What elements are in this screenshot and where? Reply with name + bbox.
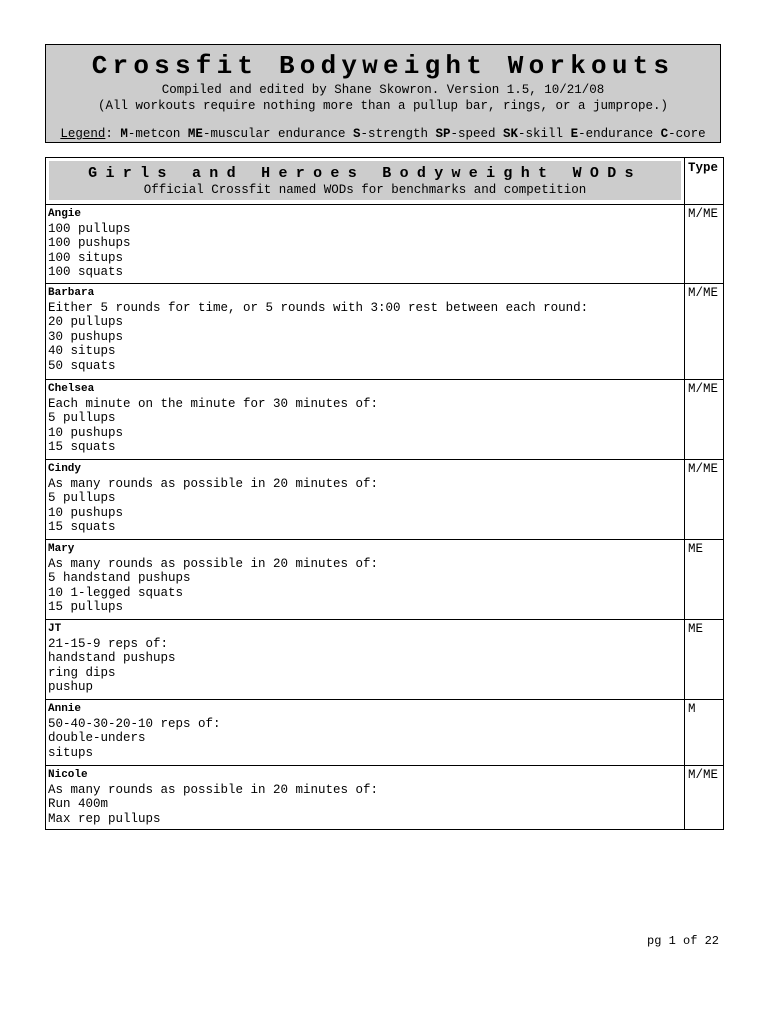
legend-code: SK	[503, 127, 519, 141]
wod-row	[46, 380, 724, 460]
wod-name: Chelsea	[48, 383, 95, 395]
wod-line: As many rounds as possible in 20 minutes of:	[48, 476, 379, 491]
wod-type: M/ME	[685, 205, 724, 284]
section-header-row	[46, 158, 724, 205]
page-number: pg 1 of 22	[647, 934, 720, 948]
wod-type: ME	[685, 540, 724, 620]
wod-line: 50 squats	[48, 358, 116, 373]
legend-items	[120, 127, 705, 141]
legend-description: -metcon	[127, 127, 188, 141]
wod-type: M/ME	[685, 460, 724, 540]
wod-name: Nicole	[48, 769, 88, 781]
legend-description: -speed	[450, 127, 504, 141]
wod-line: Each minute on the minute for 30 minutes of:	[48, 396, 379, 411]
wod-line: 10 pushups	[48, 425, 124, 440]
wod-row	[46, 205, 724, 284]
document-title: Crossfit Bodyweight Workouts	[91, 51, 675, 81]
wod-type: M/ME	[685, 766, 724, 830]
legend-description: -endurance	[578, 127, 661, 141]
legend: Legend: M-metcon ME-muscular endurance S-strength SP-speed SK-skill E-endurance C-core	[60, 127, 706, 141]
legend-description: -muscular endurance	[202, 127, 353, 141]
wod-line: As many rounds as possible in 20 minutes of:	[48, 782, 379, 797]
wod-line: 100 situps	[48, 250, 124, 265]
legend-label: Legend	[60, 127, 106, 141]
wod-type: M/ME	[685, 284, 724, 380]
wod-line: pushup	[48, 680, 94, 695]
wod-line: 15 squats	[48, 440, 116, 455]
wod-line: 15 pullups	[48, 600, 124, 615]
section-subtitle: Official Crossfit named WODs for benchmarks and competition	[143, 183, 587, 197]
wod-table	[45, 157, 724, 830]
legend-code: M	[120, 127, 128, 141]
wod-line: 5 pullups	[48, 411, 116, 426]
legend-code: E	[570, 127, 579, 141]
wod-line: handstand pushups	[48, 651, 176, 666]
section-banner	[49, 161, 681, 200]
section-header-cell	[46, 158, 685, 205]
wod-description-cell	[46, 766, 685, 830]
wod-line: Run 400m	[48, 797, 109, 812]
wod-row	[46, 700, 724, 766]
wod-line: 20 pullups	[48, 315, 124, 330]
wod-line: 15 squats	[48, 520, 116, 535]
wod-line: 100 squats	[48, 265, 124, 280]
legend-code: S	[352, 127, 361, 141]
type-column-header: Type	[685, 158, 724, 205]
wod-name: JT	[48, 623, 62, 635]
wod-line: Either 5 rounds for time, or 5 rounds with 3:00 rest between each round:	[48, 300, 589, 315]
wod-line: Max rep pullups	[48, 811, 161, 826]
document-note: (All workouts require nothing more than a pullup bar, rings, or a jumprope.)	[97, 99, 669, 113]
wod-description-cell	[46, 540, 685, 620]
legend-code: ME	[187, 127, 203, 141]
wod-line: 100 pushups	[48, 236, 131, 251]
wod-row	[46, 620, 724, 700]
document-header	[45, 44, 721, 143]
legend-description: -strength	[360, 127, 436, 141]
wod-row	[46, 766, 724, 830]
wod-row	[46, 284, 724, 380]
wod-description-cell	[46, 460, 685, 540]
wod-line: situps	[48, 745, 94, 760]
wod-description-cell	[46, 700, 685, 766]
wod-line: 40 situps	[48, 344, 116, 359]
legend-description: -core	[668, 127, 706, 141]
wod-type: ME	[685, 620, 724, 700]
wod-name: Mary	[48, 543, 75, 555]
wod-row	[46, 460, 724, 540]
wod-name: Cindy	[48, 463, 82, 475]
wod-description-cell	[46, 284, 685, 380]
wod-description-cell	[46, 620, 685, 700]
wod-description-cell	[46, 205, 685, 284]
wod-line: 30 pushups	[48, 329, 124, 344]
document-subtitle: Compiled and edited by Shane Skowron. Version 1.5, 10/21/08	[161, 83, 605, 97]
wod-line: 50-40-30-20-10 reps of:	[48, 716, 221, 731]
wod-line: As many rounds as possible in 20 minutes of:	[48, 556, 379, 571]
wod-line: 21-15-9 reps of:	[48, 636, 169, 651]
wod-line: 10 1-legged squats	[48, 585, 184, 600]
legend-code: C	[660, 127, 669, 141]
legend-code: SP	[435, 127, 451, 141]
wod-line: 10 pushups	[48, 505, 124, 520]
legend-description: -skill	[518, 127, 571, 141]
wod-line: 5 handstand pushups	[48, 571, 191, 586]
wod-type: M	[685, 700, 724, 766]
wod-line: double-unders	[48, 731, 146, 746]
wod-line: 5 pullups	[48, 491, 116, 506]
wod-name: Annie	[48, 703, 82, 715]
wod-type: M/ME	[685, 380, 724, 460]
wod-row	[46, 540, 724, 620]
wod-description-cell	[46, 380, 685, 460]
section-title: Girls and Heroes Bodyweight WODs	[88, 165, 642, 182]
wod-name: Barbara	[48, 287, 95, 299]
wod-line: ring dips	[48, 665, 116, 680]
wod-line: 100 pullups	[48, 221, 131, 236]
wod-name: Angie	[48, 208, 82, 220]
